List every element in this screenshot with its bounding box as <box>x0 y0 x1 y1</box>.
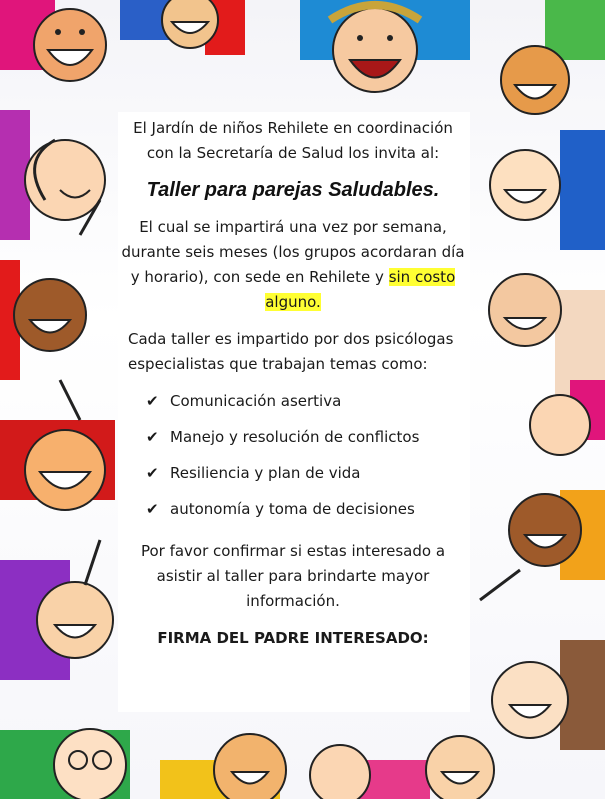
checkmark-icon: ✔ <box>146 428 159 446</box>
child-face-icon <box>490 130 605 250</box>
list-item <box>146 425 468 461</box>
workshop-description <box>118 215 468 315</box>
confirmation-request: Por favor confirmar si estas interesado a asistir al taller para brindarte mayor información. <box>140 542 446 610</box>
child-face-icon <box>0 380 115 510</box>
child-face-icon <box>0 0 106 81</box>
list-item <box>146 497 468 533</box>
checkmark-icon: ✔ <box>146 392 159 410</box>
checkmark-icon: ✔ <box>146 500 159 518</box>
checkmark-icon: ✔ <box>146 464 159 482</box>
topic-label: autonomía y toma de decisiones <box>170 500 415 518</box>
child-face-icon <box>0 540 113 680</box>
child-face-icon <box>489 274 605 455</box>
child-face-icon <box>310 736 494 799</box>
topic-label: Comunicación asertiva <box>170 392 342 410</box>
child-face-icon <box>160 734 286 799</box>
description-text: El cual se impartirá una vez por semana, durante seis meses (los grupos acordaran día y horario), con sede en Rehilete y <box>121 218 465 286</box>
invitation-intro: El Jardín de niños Rehilete en coordinación con la Secretaría de Salud los invita al: <box>133 119 453 162</box>
topics-list <box>146 389 468 533</box>
child-face-icon <box>300 0 470 92</box>
child-face-icon <box>0 729 130 799</box>
free-cost-highlight: sin costo alguno. <box>265 268 456 311</box>
workshop-title: Taller para parejas Saludables. <box>146 179 440 201</box>
child-face-icon <box>480 490 605 600</box>
child-face-icon <box>501 0 605 114</box>
parent-signature-label: FIRMA DEL PADRE INTERESADO: <box>157 629 429 647</box>
list-item <box>146 461 468 497</box>
topic-label: Manejo y resolución de conflictos <box>170 428 420 446</box>
flyer-content <box>118 116 468 663</box>
workshop-topics-intro: Cada taller es impartido por dos psicólogas especialistas que trabajan temas como: <box>128 330 454 373</box>
child-face-icon <box>120 0 245 55</box>
child-face-icon <box>492 640 605 750</box>
topic-label: Resiliencia y plan de vida <box>170 464 361 482</box>
list-item <box>146 389 468 425</box>
